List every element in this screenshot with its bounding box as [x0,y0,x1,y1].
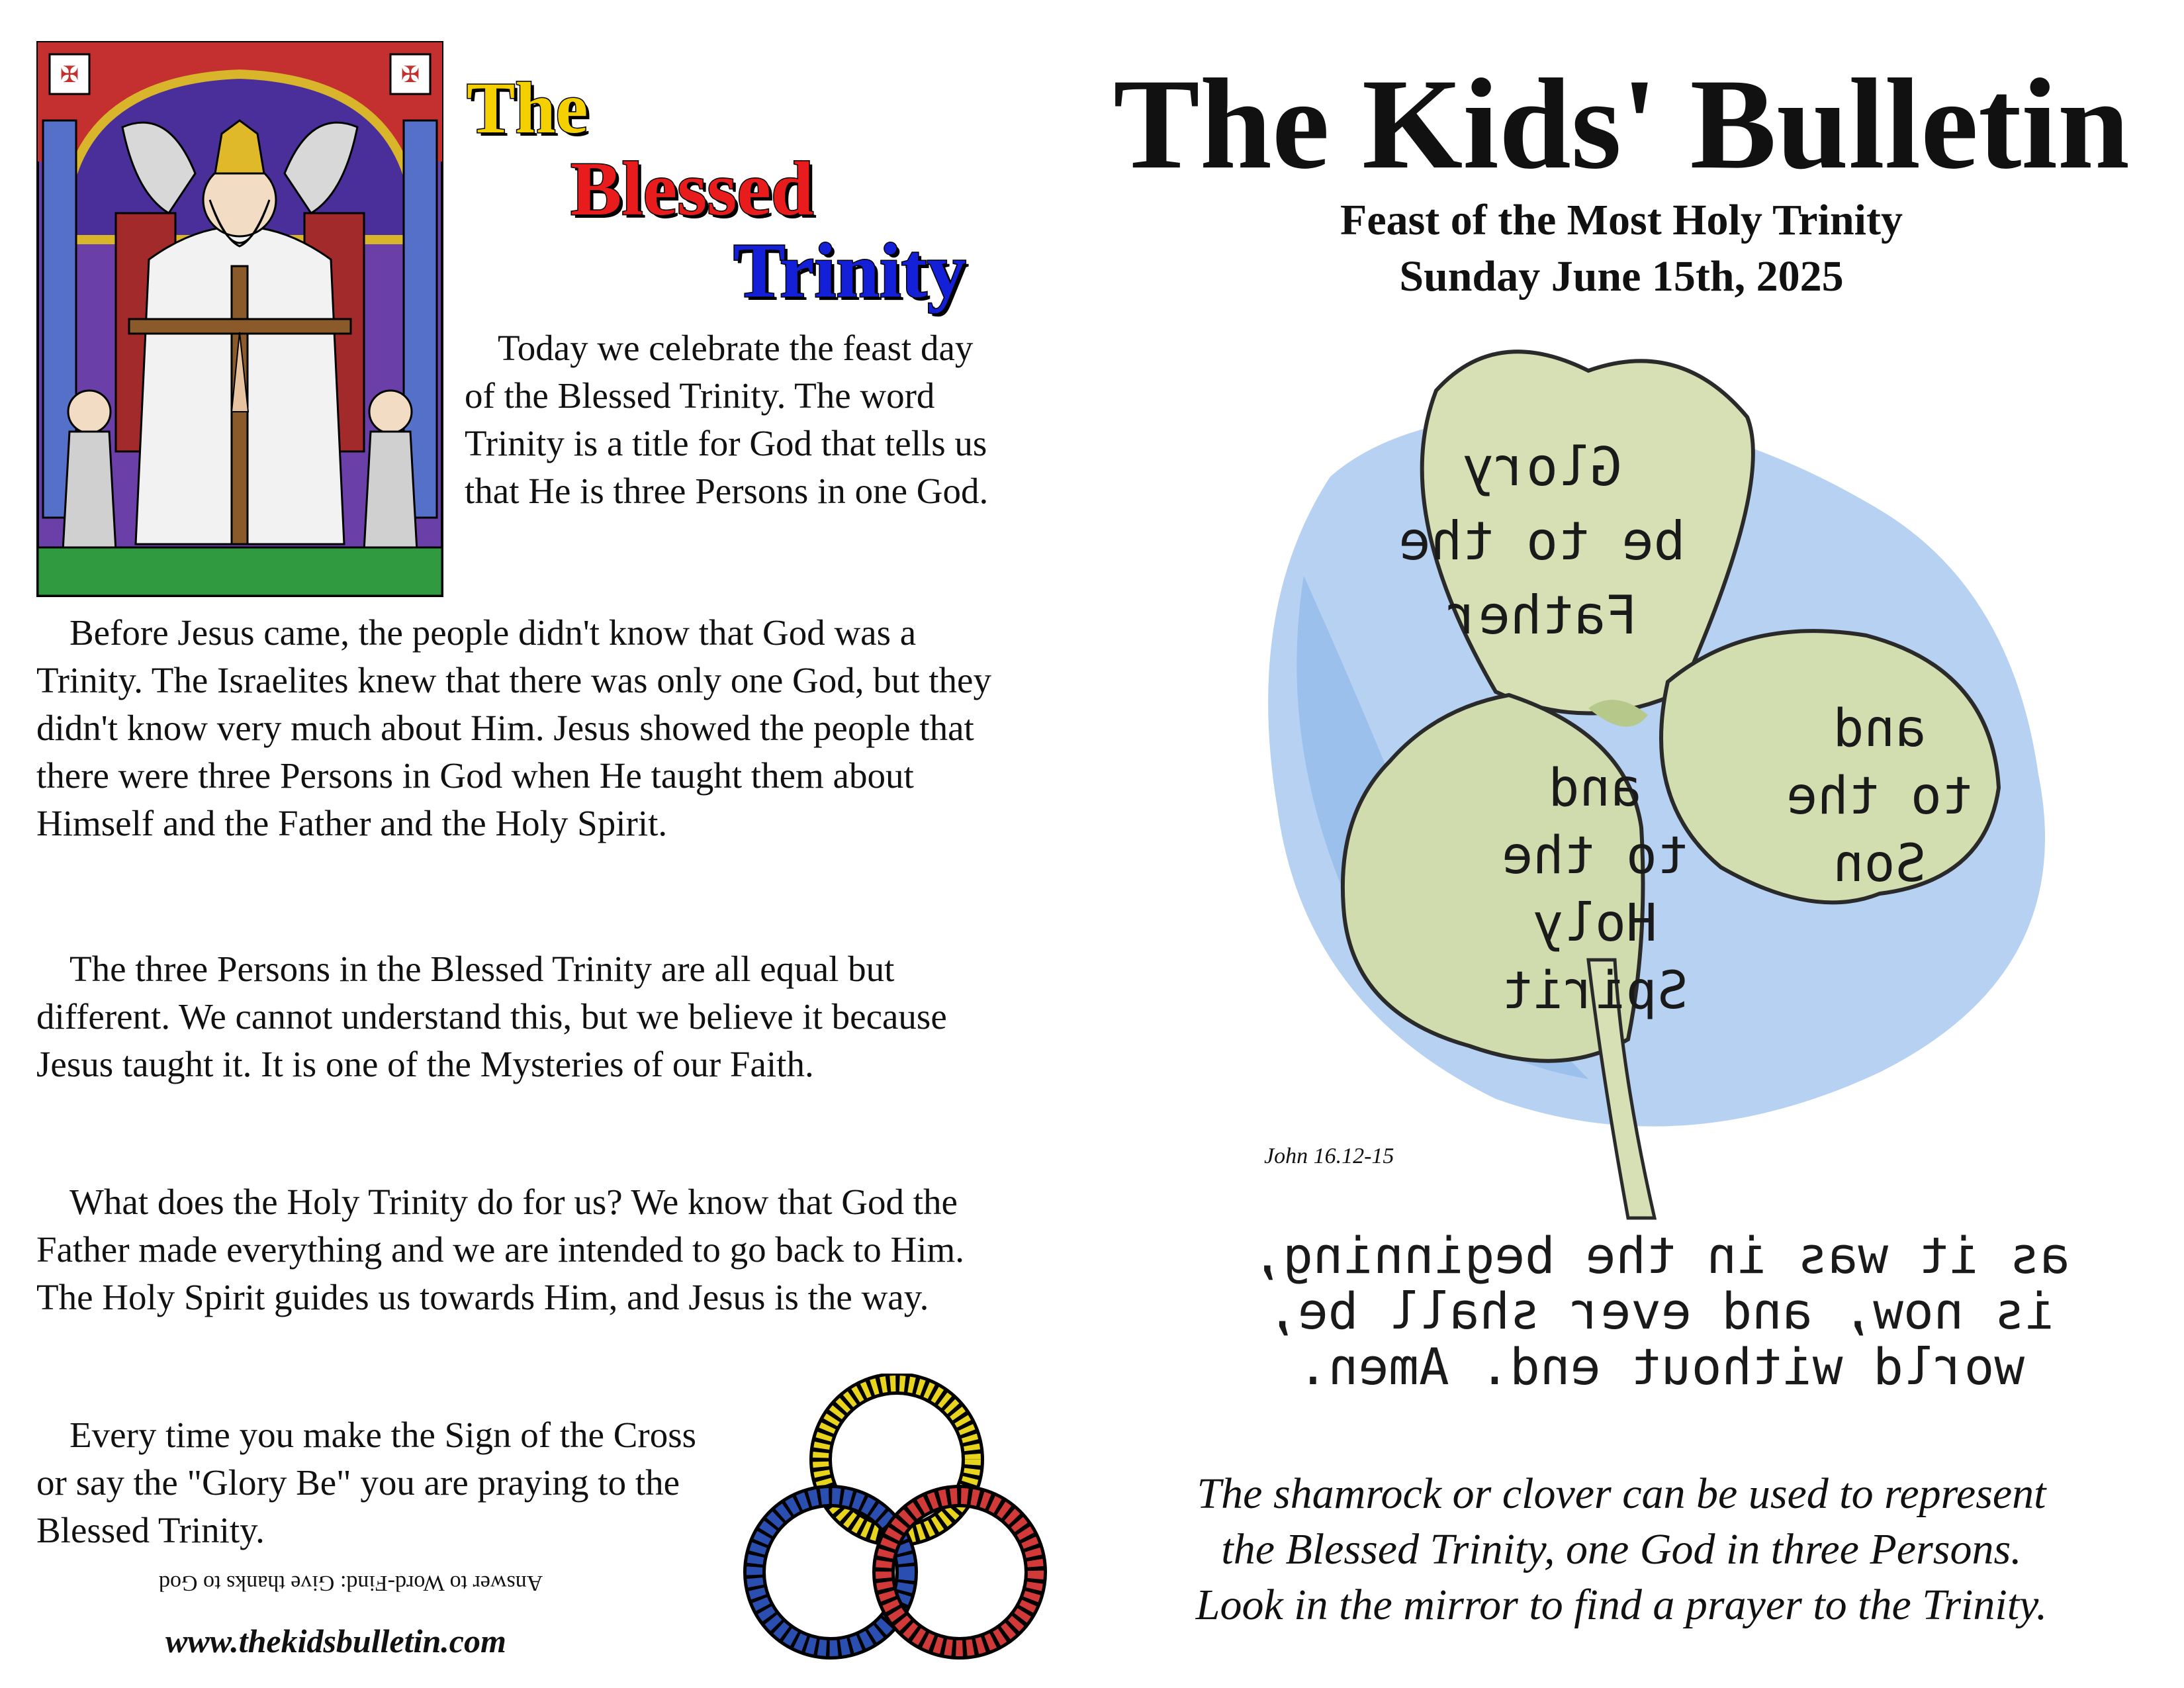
leaf-right-line: and [1833,699,1927,759]
caption-line: Look in the mirror to find a prayer to the Trinity. [1195,1581,2048,1629]
word-find-answer: Answer to Word-Find: Give thanks to God [159,1571,543,1595]
paragraph-equal-persons: The three Persons in the Blessed Trinity are all equal but different. We cannot understand this, but we believe it because Jesus taught it. It is one of the Mysteries of our Faith. [36,949,947,1084]
leaf-right-line: to the [1786,767,1973,826]
trinity-art-icon [36,41,443,597]
shamrock-caption [1059,1466,2184,1633]
leaf-left-line: Holy [1533,894,1657,953]
mirror-prayer-line: is now, and ever shall be, [1267,1282,2055,1340]
three-rings-icon [735,1374,1052,1665]
bulletin-title: The Kids' Bulletin [1113,52,2130,196]
paragraph-sign-of-cross: Every time you make the Sign of the Cross or say the "Glory Be" you are praying to the Blessed Trinity. [36,1415,697,1550]
svg-text:✠: ✠ [60,62,79,88]
leaf-top-line: be to the [1398,510,1686,572]
leaf-right-line: Son [1833,834,1927,894]
scripture-reference: John 16.12-15 [1264,1144,1394,1168]
paragraph-what-does: What does the Holy Trinity do for us? We know that God the Father made everything and we are intended to go back to Him. The Holy Spirit guides us towards Him, and Jesus is the way. [36,1182,965,1317]
mirror-prayer-line: as it was in the beginning, [1252,1226,2070,1285]
leaf-top-prayer [1363,430,1721,653]
caption-line: The shamrock or clover can be used to represent [1197,1470,2046,1518]
leaf-left-line: and [1548,759,1642,818]
leaf-left-line: to the [1502,826,1688,886]
heading-the: The [467,68,588,148]
paragraph-intro: Today we celebrate the feast day of the Blessed Trinity. The word Trinity is a title for God that tells us that He is three Persons in one God. [465,328,989,511]
leaf-left-line: Spirit [1502,961,1688,1021]
mirror-prayer-line: world without end. Amen. [1297,1337,2025,1396]
heading-blessed: Blessed [570,147,814,232]
caption-line: the Blessed Trinity, one God in three Persons. [1221,1525,2022,1573]
leaf-left-prayer [1456,755,1734,1025]
date-subtitle: Sunday June 15th, 2025 [1399,252,1844,301]
feast-subtitle: Feast of the Most Holy Trinity [1340,196,1903,244]
website-link[interactable]: www.thekidsbulletin.com [165,1622,506,1660]
leaf-right-prayer [1747,695,2012,898]
paragraph-before-jesus: Before Jesus came, the people didn't know that God was a Trinity. The Israelites knew that there was only one God, but they didn't know very much about Him. Jesus showed the people that there were three Persons in God when He taught them about Himself and the Father and the Holy Spirit. [36,612,991,843]
leaf-top-line: Father [1446,585,1638,646]
mirror-prayer [1231,1228,2091,1395]
heading-trinity: Trinity [733,227,966,314]
leaf-top-line: Glory [1462,436,1622,498]
svg-text:✠: ✠ [400,62,420,88]
